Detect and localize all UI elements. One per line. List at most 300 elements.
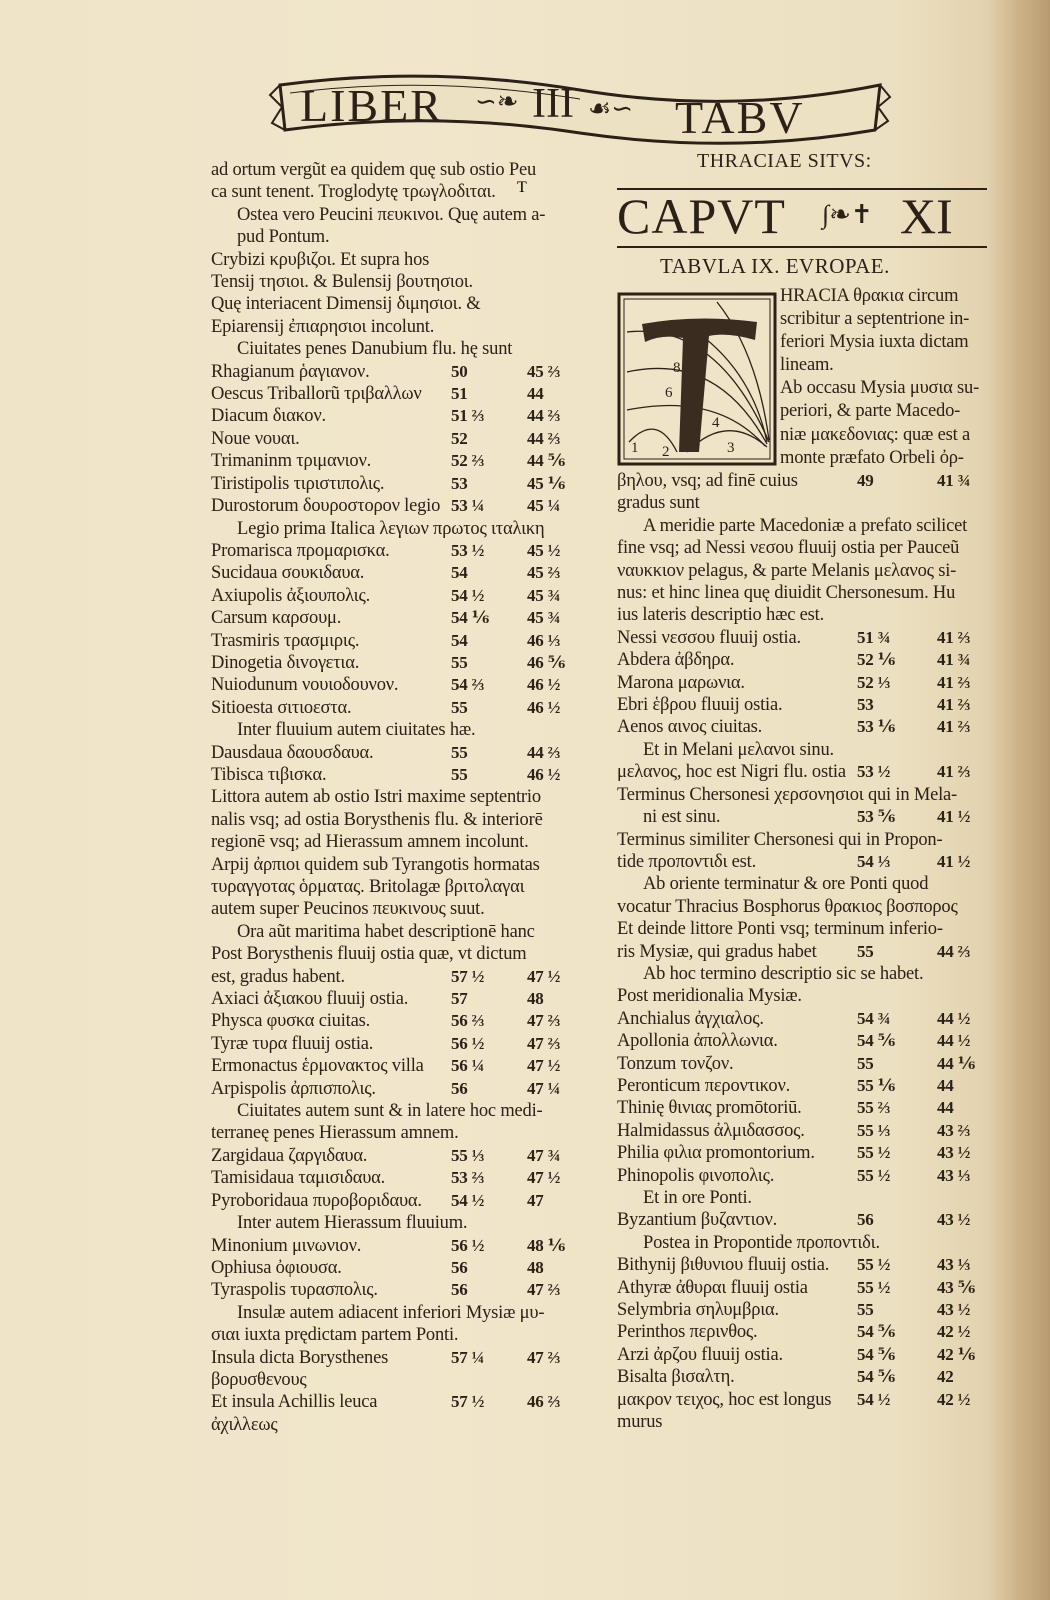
gazetteer-entry <box>211 630 603 652</box>
gazetteer-entry <box>211 1033 603 1055</box>
latitude-degrees: 47 ¾ <box>527 1145 561 1165</box>
line-text: Apollonia ἀπολλωνια. <box>617 1031 778 1052</box>
line-text: Axiupolis ἀξιουπολις. <box>211 585 370 606</box>
longitude-degrees: 53 <box>857 695 874 715</box>
text-line <box>211 1212 603 1234</box>
line-text: ad ortum vergũt ea quidem quę sub ostio Peu <box>211 160 537 180</box>
text-line <box>211 293 603 315</box>
gazetteer-entry <box>617 1008 997 1030</box>
text-line <box>780 377 1002 400</box>
gazetteer-entry <box>617 1254 997 1276</box>
latitude-degrees: 45 ⅔ <box>527 563 561 583</box>
line-text: Arpij ἀρπιοι quidem sub Tyrangotis hormatas <box>211 854 540 875</box>
longitude-degrees: 55 <box>857 1300 874 1320</box>
text-line <box>780 308 1002 331</box>
longitude-degrees: 51 <box>451 384 468 404</box>
line-text: Post Borysthenis fluuij ostia quæ, vt dictum <box>211 944 527 965</box>
text-line <box>617 985 997 1007</box>
gazetteer-entry <box>211 764 603 786</box>
text-line <box>211 1302 603 1324</box>
longitude-degrees: 55 ½ <box>857 1255 891 1275</box>
line-text: feriori Mysia iuxta dictam <box>780 332 969 353</box>
dropcap-digit: 3 <box>727 440 735 456</box>
text-line <box>211 876 603 898</box>
gazetteer-entry <box>211 1257 603 1279</box>
banner-book-number: III <box>532 81 574 127</box>
latitude-degrees: 45 ¾ <box>527 585 561 605</box>
line-text: Trasmiris τρασμιρις. <box>211 630 360 651</box>
longitude-degrees: 52 <box>451 428 468 448</box>
latitude-degrees: 48 <box>527 1257 544 1277</box>
line-text: μελανος, hoc est Nigri flu. ostia <box>617 762 846 783</box>
latitude-degrees: 43 ½ <box>937 1143 971 1163</box>
gazetteer-entry <box>617 1097 997 1119</box>
gazetteer-entry <box>211 585 603 607</box>
longitude-degrees: 54 ⅙ <box>451 608 490 628</box>
latitude-degrees: 47 ½ <box>527 1056 561 1076</box>
line-text: pud Pontum. <box>237 227 330 248</box>
longitude-degrees: 54 ⅔ <box>451 675 485 695</box>
banner-ornament-left: ∽❧ <box>475 87 519 116</box>
text-line <box>211 316 603 338</box>
line-text: Ophiusa ὀφιουσα. <box>211 1257 342 1278</box>
gazetteer-entry <box>617 1321 997 1343</box>
longitude-degrees: 54 ¾ <box>857 1008 891 1028</box>
line-text: Pyroboridaua πυροβοριδαυα. <box>211 1190 422 1211</box>
book-title-banner <box>270 55 890 150</box>
line-text: σιαι iuxta prędictam partem Ponti. <box>211 1325 459 1346</box>
line-text: Axiaci ἀξιακου fluuij ostia. <box>211 989 409 1010</box>
line-text: Aenos αινος ciuitas. <box>617 717 763 738</box>
line-text: Perinthos περινθος. <box>617 1322 758 1343</box>
latitude-degrees: 41 ½ <box>937 851 971 871</box>
line-text: ius lateris descriptio hæc est. <box>617 605 825 626</box>
latitude-degrees: 43 ⅓ <box>937 1165 971 1185</box>
longitude-degrees: 54 ½ <box>451 1190 485 1210</box>
text-line <box>617 784 997 806</box>
longitude-degrees: 56 ¼ <box>451 1056 485 1076</box>
left-column-text <box>211 159 603 1436</box>
line-text: ναυκκιον pelagus, & parte Melanis μελανος si- <box>617 560 957 581</box>
longitude-degrees: 54 ⅚ <box>857 1031 896 1051</box>
latitude-degrees: 45 ¼ <box>527 496 561 516</box>
line-text: Littora autem ab ostio Istri maxime septentrio <box>211 787 541 808</box>
longitude-degrees: 54 ⅓ <box>857 851 891 871</box>
text-line <box>211 943 603 965</box>
chapter-label: CAPVT <box>617 188 786 244</box>
line-text: Tyræ τυρα fluuij ostia. <box>211 1033 374 1054</box>
longitude-degrees: 55 ⅓ <box>857 1120 891 1140</box>
latitude-degrees: 41 ⅔ <box>937 762 971 782</box>
latitude-degrees: 46 ⅚ <box>527 652 566 672</box>
text-line <box>211 1324 603 1346</box>
latitude-degrees: 44 ⅔ <box>527 406 561 426</box>
line-text: Ora aũt maritima habet descriptionē hanc <box>237 921 535 942</box>
text-line <box>617 739 997 761</box>
gazetteer-entry <box>617 627 997 649</box>
longitude-degrees: 53 ⅚ <box>857 807 896 827</box>
line-text: fine vsq; ad Nessi νεσου fluuij ostia per Pauceũ <box>617 538 960 559</box>
longitude-degrees: 52 ⅙ <box>857 650 896 670</box>
latitude-degrees: 47 ⅔ <box>527 1347 561 1367</box>
line-text: Durostorum δουροστορον legio <box>211 496 441 517</box>
latitude-degrees: 43 ⅓ <box>937 1255 971 1275</box>
latitude-degrees: 44 <box>527 384 544 404</box>
line-text: Nuiodunum νουιοδουνον. <box>211 675 399 696</box>
gazetteer-entry <box>211 405 603 427</box>
latitude-degrees: 42 ⅙ <box>937 1344 976 1364</box>
text-line <box>617 582 997 604</box>
text-line <box>211 338 603 360</box>
gazetteer-entry <box>211 966 603 988</box>
latitude-degrees: 47 ⅔ <box>527 1011 561 1031</box>
latitude-degrees: 41 ⅔ <box>937 695 971 715</box>
gazetteer-entry <box>617 1030 997 1052</box>
longitude-degrees: 53 ¼ <box>451 496 485 516</box>
line-text: Epiarensij ἐπιαρησιοι incolunt. <box>211 316 435 337</box>
line-text: Philia φιλια promontorium. <box>617 1143 815 1164</box>
line-text: Physca φυσκα ciuitas. <box>211 1011 371 1032</box>
longitude-degrees: 54 ½ <box>857 1389 891 1409</box>
line-text: Ab hoc termino descriptio sic se habet. <box>643 963 924 984</box>
longitude-degrees: 55 ½ <box>857 1277 891 1297</box>
line-text: Crybizi κρυβιζοι. Et supra hos <box>211 249 430 270</box>
line-text: autem super Peucinos πευκινους suut. <box>211 899 485 920</box>
line-text: Selymbria σηλυμβρια. <box>617 1300 779 1321</box>
longitude-degrees: 52 ⅓ <box>857 672 891 692</box>
line-text: Insula dicta Borysthenes βορυσθενους <box>211 1347 389 1390</box>
text-line <box>211 518 603 540</box>
latitude-degrees: 48 <box>527 989 544 1009</box>
latitude-degrees: 47 ⅔ <box>527 1280 561 1300</box>
gazetteer-entry <box>211 1010 603 1032</box>
line-text: ni est sinu. <box>643 807 721 828</box>
dropcap-digit: 6 <box>665 385 673 401</box>
gazetteer-entry <box>211 607 603 629</box>
line-text: Diacum διακον. <box>211 406 326 427</box>
line-text: Rhagianum ῥαγιανον. <box>211 361 370 382</box>
gazetteer-entry <box>211 450 603 472</box>
line-text: Dausdaua δαουσδαυα. <box>211 742 374 763</box>
line-text: ca sunt tenent. Troglodytę τρωγλοδιται. <box>211 182 496 203</box>
line-text: Thinię θινιας promōtoriū. <box>617 1098 802 1119</box>
longitude-degrees: 56 ⅔ <box>451 1011 485 1031</box>
gazetteer-entry <box>211 562 603 584</box>
latitude-degrees: 41 ¾ <box>937 650 971 670</box>
latitude-degrees: 43 ⅔ <box>937 1120 971 1140</box>
latitude-degrees: 45 ¾ <box>527 608 561 628</box>
longitude-degrees: 56 <box>451 1078 468 1098</box>
gazetteer-entry <box>617 851 997 873</box>
latitude-degrees: 43 ½ <box>937 1210 971 1230</box>
line-text: Et in ore Ponti. <box>643 1188 752 1208</box>
line-text: Halmidassus ἀλμιδασσος. <box>617 1120 805 1141</box>
gazetteer-entry <box>211 495 603 517</box>
banner-tabv: TABV <box>675 92 805 143</box>
line-text: μακρον τειχος, hoc est longus murus <box>617 1389 832 1433</box>
gazetteer-entry <box>617 1344 997 1366</box>
longitude-degrees: 56 <box>451 1257 468 1277</box>
line-text: Abdera ἀβδηρα. <box>617 650 735 671</box>
longitude-degrees: 57 ½ <box>451 1392 485 1412</box>
text-line <box>780 447 1002 470</box>
gazetteer-entry <box>617 1165 997 1187</box>
line-text: Arzi ἀρζου fluuij ostia. <box>617 1344 783 1365</box>
text-line <box>617 918 997 940</box>
line-text: Anchialus ἀγχιαλος. <box>617 1008 764 1029</box>
line-text: Terminus Chersonesi χερσονησιοι qui in Mela- <box>617 784 957 805</box>
gazetteer-entry <box>617 1299 997 1321</box>
chapter-heading <box>617 188 987 248</box>
longitude-degrees: 55 ⅔ <box>857 1098 891 1118</box>
latitude-degrees: 44 ⅙ <box>937 1053 976 1073</box>
line-text: Trimaninm τριμανιον. <box>211 451 372 472</box>
longitude-degrees: 53 ½ <box>857 762 891 782</box>
text-line <box>617 604 997 626</box>
line-text: Bithynij βιθυνιου fluuij ostia. <box>617 1255 830 1276</box>
line-text: ris Mysiæ, qui gradus habet <box>617 941 817 962</box>
text-line <box>617 515 997 537</box>
text-line <box>211 854 603 876</box>
longitude-degrees: 53 ½ <box>451 540 485 560</box>
line-text: lineam. <box>780 355 834 376</box>
gazetteer-entry <box>617 716 997 738</box>
right-column-text <box>617 470 997 1433</box>
line-text: Tensij τησιοι. & Bulensij βουτησιοι. <box>211 272 473 293</box>
longitude-degrees: 55 ⅓ <box>451 1145 485 1165</box>
text-line <box>780 400 1002 423</box>
text-line <box>617 829 997 851</box>
gazetteer-entry <box>617 1389 997 1434</box>
line-text: terraneę penes Hierassum amnem. <box>211 1123 459 1144</box>
line-text: Inter fluuium autem ciuitates hæ. <box>237 720 476 741</box>
text-line <box>780 331 1002 354</box>
gazetteer-entry <box>211 742 603 764</box>
line-text: Tonzum τονζον. <box>617 1053 734 1074</box>
gazetteer-entry <box>617 649 997 671</box>
gazetteer-entry <box>617 1277 997 1299</box>
text-line <box>617 896 997 918</box>
longitude-degrees: 51 ⅔ <box>451 406 485 426</box>
dropcap-digit: 8 <box>673 360 681 376</box>
longitude-degrees: 57 ¼ <box>451 1347 485 1367</box>
line-text: Nessi νεσσου fluuij ostia. <box>617 627 801 648</box>
latitude-degrees: 46 ½ <box>527 764 561 784</box>
longitude-degrees: 55 ⅙ <box>857 1075 896 1095</box>
longitude-degrees: 55 <box>857 941 874 961</box>
gazetteer-entry <box>211 1235 603 1257</box>
longitude-degrees: 54 ⅚ <box>857 1344 896 1364</box>
gazetteer-entry <box>617 1142 997 1164</box>
line-text: Ermonactus ἑρμονακτος villa <box>211 1056 424 1077</box>
text-line <box>211 159 603 181</box>
line-text: τυραγγοτας ὁρματας. Britolagæ βριτολαγαι <box>211 877 525 897</box>
line-text: Ostea vero Peucini πευκινοι. Quę autem a- <box>237 204 546 225</box>
gazetteer-entry <box>211 1347 603 1392</box>
text-line <box>617 873 997 895</box>
table-subtitle: TABVLA IX. EVROPAE. <box>660 254 890 278</box>
text-line <box>211 921 603 943</box>
line-text: nalis vsq; ad ostia Borysthenis flu. & interiorē <box>211 809 543 830</box>
line-text: Byzantium βυζαντιον. <box>617 1210 778 1231</box>
line-text: periori, & parte Macedo- <box>780 401 961 422</box>
line-text: Promarisca προμαρισκα. <box>211 540 390 561</box>
longitude-degrees: 54 <box>451 563 468 583</box>
line-text: Postea in Propontide προποντιδι. <box>643 1232 880 1253</box>
gazetteer-entry <box>211 428 603 450</box>
latitude-degrees: 44 ½ <box>937 1008 971 1028</box>
longitude-degrees: 49 <box>857 471 874 490</box>
gazetteer-entry <box>211 383 603 405</box>
latitude-degrees: 42 <box>937 1367 954 1387</box>
line-text: Ebri ἑβρου fluuij ostia. <box>617 695 783 716</box>
line-text: Dinogetia διvογετια. <box>211 652 360 673</box>
line-text: Terminus similiter Chersonesi qui in Propon- <box>617 829 943 850</box>
line-text: monte præfato Orbeli ὀρ- <box>780 447 964 468</box>
line-text: Phinopolis φινοπολις. <box>617 1165 775 1186</box>
dropcap-letter: T <box>517 179 527 196</box>
latitude-degrees: 42 ½ <box>937 1322 971 1342</box>
text-line <box>211 271 603 293</box>
latitude-degrees: 44 <box>937 1075 954 1095</box>
dropcap-digit: 1 <box>631 440 639 456</box>
gazetteer-entry <box>617 1075 997 1097</box>
gazetteer-entry <box>211 1190 603 1212</box>
latitude-degrees: 46 ⅔ <box>527 1392 561 1412</box>
line-text: Quę interiacent Dimensij διμησιοι. & <box>211 294 481 315</box>
line-text: Legio prima Italica λεγιων πρωτος ιταλικη <box>237 518 545 539</box>
line-text: Athyræ ἀθυραι fluuij ostia <box>617 1277 808 1298</box>
longitude-degrees: 54 <box>451 630 468 650</box>
latitude-degrees: 44 <box>937 1098 954 1118</box>
line-text: Minonium μινωνιον. <box>211 1235 362 1256</box>
line-text: HRACIA θρακια circum <box>780 286 959 306</box>
text-line <box>617 963 997 985</box>
gazetteer-entry <box>617 761 997 783</box>
line-text: Ab oriente terminatur & ore Ponti quod <box>643 874 929 895</box>
longitude-degrees: 55 <box>451 697 468 717</box>
gazetteer-entry <box>211 674 603 696</box>
latitude-degrees: 41 ⅔ <box>937 627 971 647</box>
text-line <box>211 204 603 226</box>
text-line <box>211 831 603 853</box>
gazetteer-entry <box>211 361 603 383</box>
text-line <box>211 719 603 741</box>
line-text: regionē vsq; ad Hierassum amnem incolunt. <box>211 832 529 853</box>
gazetteer-entry <box>617 1120 997 1142</box>
text-line <box>211 809 603 831</box>
gazetteer-entry <box>211 473 603 495</box>
banner-liber: LIBER <box>300 80 443 131</box>
line-text: Tamisidaua ταμισιδαυα. <box>211 1168 386 1189</box>
banner-ornament-right: ☙∽ <box>588 94 634 123</box>
latitude-degrees: 47 ½ <box>527 966 561 986</box>
line-text: Marona μαρωνια. <box>617 672 745 693</box>
latitude-degrees: 45 ½ <box>527 540 561 560</box>
longitude-degrees: 53 <box>451 473 468 493</box>
line-text: Zargidaua ζαργιδαυα. <box>211 1145 368 1166</box>
latitude-degrees: 44 ⅔ <box>937 941 971 961</box>
latitude-degrees: 42 ½ <box>937 1389 971 1409</box>
longitude-degrees: 55 <box>857 1053 874 1073</box>
line-text: Inter autem Hierassum fluuium. <box>237 1213 468 1234</box>
gazetteer-entry <box>617 470 997 515</box>
line-text: A meridie parte Macedoniæ a prefato scilicet <box>643 515 968 536</box>
line-text: tide προποντιδι est. <box>617 851 757 872</box>
line-text: Noue νουαι. <box>211 428 300 449</box>
longitude-degrees: 54 ½ <box>451 585 485 605</box>
latitude-degrees: 45 ⅔ <box>527 361 561 381</box>
text-line <box>780 285 1002 308</box>
gazetteer-entry <box>617 1053 997 1075</box>
line-text: niæ μακεδονιας: quæ est a <box>780 424 970 445</box>
latitude-degrees: 47 ½ <box>527 1168 561 1188</box>
dropcap-digit: 2 <box>662 444 670 460</box>
line-text: Ab occasu Mysia μυσια su- <box>780 378 980 399</box>
line-text: vocatur Thracius Bosphorus θρακιος βοσπορος <box>617 896 958 917</box>
text-line <box>617 560 997 582</box>
longitude-degrees: 54 ⅚ <box>857 1322 896 1342</box>
gazetteer-entry <box>211 1078 603 1100</box>
gazetteer-entry <box>211 1167 603 1189</box>
latitude-degrees: 46 ⅓ <box>527 630 561 650</box>
longitude-degrees: 55 <box>451 652 468 672</box>
longitude-degrees: 55 ½ <box>857 1143 891 1163</box>
text-line <box>211 898 603 920</box>
line-text: scribitur a septentrione in- <box>780 309 970 330</box>
latitude-degrees: 44 ⅚ <box>527 451 566 471</box>
longitude-degrees: 51 ¾ <box>857 627 891 647</box>
gazetteer-entry <box>211 1279 603 1301</box>
line-text: Oescus Triballorũ τριβαλλων <box>211 384 422 405</box>
longitude-degrees: 55 <box>451 764 468 784</box>
latitude-degrees: 48 ⅙ <box>527 1235 566 1255</box>
line-text: Sucidaua σουκιδαυα. <box>211 563 365 584</box>
latitude-degrees: 41 ⅔ <box>937 717 971 737</box>
longitude-degrees: 56 <box>451 1280 468 1300</box>
gazetteer-entry <box>617 694 997 716</box>
longitude-degrees: 57 <box>451 989 468 1009</box>
line-text: Insulæ autem adiacent inferiori Mysiæ μυ- <box>237 1302 545 1323</box>
gazetteer-entry <box>211 652 603 674</box>
gazetteer-entry <box>617 806 997 828</box>
line-text: Arpispolis ἀρπισπολις. <box>211 1078 376 1099</box>
text-line <box>211 249 603 271</box>
text-line <box>617 1187 997 1209</box>
line-text: Peronticum περοντικον. <box>617 1075 791 1096</box>
text-line <box>211 1100 603 1122</box>
text-line <box>211 786 603 808</box>
line-text: βηλου, vsq; ad finē cuius gradus sunt <box>617 471 798 514</box>
longitude-degrees: 55 <box>451 742 468 762</box>
longitude-degrees: 57 ½ <box>451 966 485 986</box>
text-line <box>617 1232 997 1254</box>
gazetteer-entry <box>211 1055 603 1077</box>
line-text: Tiristipolis τιριστιπολις. <box>211 473 385 494</box>
line-text: Tyraspolis τυρασπολις. <box>211 1280 378 1301</box>
text-line <box>780 424 1002 447</box>
latitude-degrees: 47 ⅔ <box>527 1033 561 1053</box>
gazetteer-entry <box>617 672 997 694</box>
latitude-degrees: 44 ⅔ <box>527 428 561 448</box>
longitude-degrees: 54 ⅚ <box>857 1367 896 1387</box>
latitude-degrees: 44 ½ <box>937 1031 971 1051</box>
latitude-degrees: 46 ½ <box>527 697 561 717</box>
latitude-degrees: 45 ⅙ <box>527 473 566 493</box>
latitude-degrees: 44 ⅔ <box>527 742 561 762</box>
longitude-degrees: 50 <box>451 361 468 381</box>
fleuron-ornament-icon: ∫❧✝ <box>822 200 873 229</box>
